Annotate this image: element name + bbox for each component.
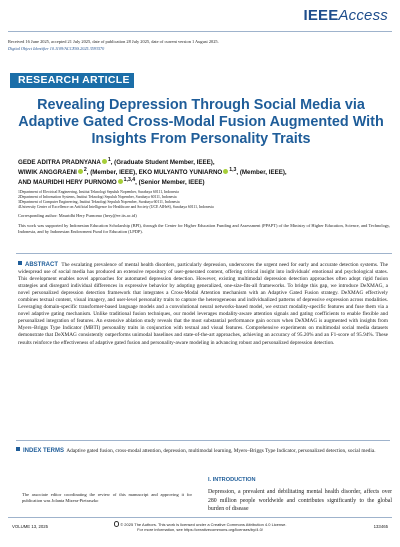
abstract [18, 261, 388, 347]
orcid-icon[interactable] [223, 169, 228, 174]
index-terms-heading: INDEX TERMS [23, 448, 65, 454]
orcid-icon[interactable] [102, 159, 107, 164]
logo-ieee: IEEE [303, 7, 339, 24]
abstract-marker-icon [18, 261, 22, 265]
introduction-text: Depression, a prevalent and debilitating mental health disorder, affects over 280 million people worldwide and contributes significantly to the global burden of disease [208, 489, 392, 513]
orcid-icon[interactable] [78, 169, 83, 174]
article-type-banner: RESEARCH ARTICLE [10, 73, 134, 88]
funding-statement: This work was supported by Indonesian Education Scholarship (BPI), through the Center for Higher Education Funding and Assessment (PPAPT) of the Ministry of Higher Education, Science, and Technology, Indonesia, and by Indonesian Endowment Fund for Education (LPDP). [18, 223, 390, 234]
corresponding-author: Corresponding author: Mauridhi Hery Purnomo (hery@ee.its.ac.id) [18, 213, 137, 218]
section-heading-introduction: I. INTRODUCTION [208, 477, 256, 483]
index-terms-text: Adaptive gated fusion, cross-modal attention, depression, multimodal learning, Myers–Briggs Type Indicator, personalized detection, social media. [66, 448, 376, 454]
affiliation-item: 2Department of Information Systems, Institut Teknologi Sepuluh Nopember, Surabaya 60111, Indonesia [18, 195, 177, 200]
header-divider [8, 31, 392, 32]
affiliation-item: 3Department of Computer Engineering, Institut Teknologi Sepuluh Nopember, Surabaya 60111, Indonesia [18, 200, 180, 205]
volume-info: VOLUME 13, 2025 [12, 524, 49, 529]
creative-commons-icon [114, 521, 120, 527]
author-line-1: GEDE ADITRA PRADNYANA $^1$, (Graduate Student Member, IEEE), [18, 157, 215, 167]
footer-divider [8, 517, 392, 518]
license-line-2[interactable]: For more information, see https://creativecommons.org/licenses/by/4.0/ [137, 527, 263, 533]
logo-access: Access [338, 7, 388, 24]
license-line-1: © 2025 The Authors. This work is licensed under a Creative Commons Attribution 4.0 License. [100, 521, 300, 527]
journal-logo [303, 7, 388, 24]
affiliation-item: 4University Center of Excellence on Artificial Intelligence for Healthcare and Society (UCE AIHeS), Surabaya 60111, Indonesia [18, 205, 214, 210]
author-line-3: AND MAURIDHI HERY PURNOMO $^{1,3,4}$, (Senior Member, IEEE) [18, 176, 205, 186]
page-number: 133465 [373, 524, 388, 529]
affiliations [18, 190, 390, 210]
license-notice [100, 521, 300, 533]
abstract-heading: ABSTRACT [25, 262, 58, 268]
publication-dates: Received 16 June 2025, accepted 21 July 2025, date of publication 28 July 2025, date of current version 1 August 2025. [8, 39, 219, 44]
editor-note: The associate editor coordinating the review of this manuscript and approving it for publication was Jolanta Mizera-Pietraszko [22, 492, 192, 504]
doi-link[interactable]: Digital Object Identifier 10.1109/ACCESS.2025.3593570 [8, 46, 105, 51]
affiliation-item: 1Department of Electrical Engineering, Institut Teknologi Sepuluh Nopember, Surabaya 60111, Indonesia [18, 190, 179, 194]
index-terms-marker-icon [16, 447, 20, 451]
index-terms [16, 440, 390, 455]
author-line-2: WIWIK ANGGRAENI $^2$, (Member, IEEE), EKO MULYANTO YUNIARNO $^{1,3}$, (Member, IEEE), [18, 166, 287, 177]
paper-title: Revealing Depression Through Social Media via Adaptive Gated Cross-Modal Fusion Augmented With Insights From Personality Traits [18, 97, 384, 147]
orcid-icon[interactable] [118, 179, 123, 184]
author-list [18, 157, 390, 187]
abstract-text: The escalating prevalence of mental health disorders, particularly depression, underscores the urgent need for early and accurate detection systems. The widespread use of social media has produced an extensive repository of user-generated content, offering critical insight into individuals' emotional and psychological states. This development enables novel approaches for automated depression detection. However, existing multimodal depression detection approaches often adopt rigid fusion strategies and disregard individual differences in expressive behavior by adopting generalized, one-size-fits-all frameworks. To bridge this gap, we introduce DeXMAG, a novel personalized depression detection framework that integrates a Cross-Modal Attention mechanism with an Adaptive Gated Fusion strategy. DeXMAG effectively combines textual content, visual imagery, and user-level personality traits to capture the heterogeneous and individualized patterns of depressive expression across modalities. Leveraging domain-specific transformer-based language models and a convolutional neural networks-based model, we extract modality-specific features and fuse them via a novel adaptive gating mechanism. Unlike traditional fusion techniques, our model leverages modality-aware attention signals and gating coefficients to enable flexible and personalized integration of features. An extensive ablation study reveals that the most substantial performance gain occurs when DeXMAG is augmented with insights from Myers–Briggs Type Indicator (MBTI) personality traits in conjunction with textual and visual features. Comprehensive experiments on multimodal social media datasets demonstrate that DeXMAG consistently outperforms unimodal baselines and state-of-the-art approaches, achieving an accuracy of 95.20% and an F1-score of 95.94%. These results reinforce the effectiveness of adaptive gated fusion and personality-aware modeling in advancing robust and personalized depression detection. [18, 262, 388, 346]
